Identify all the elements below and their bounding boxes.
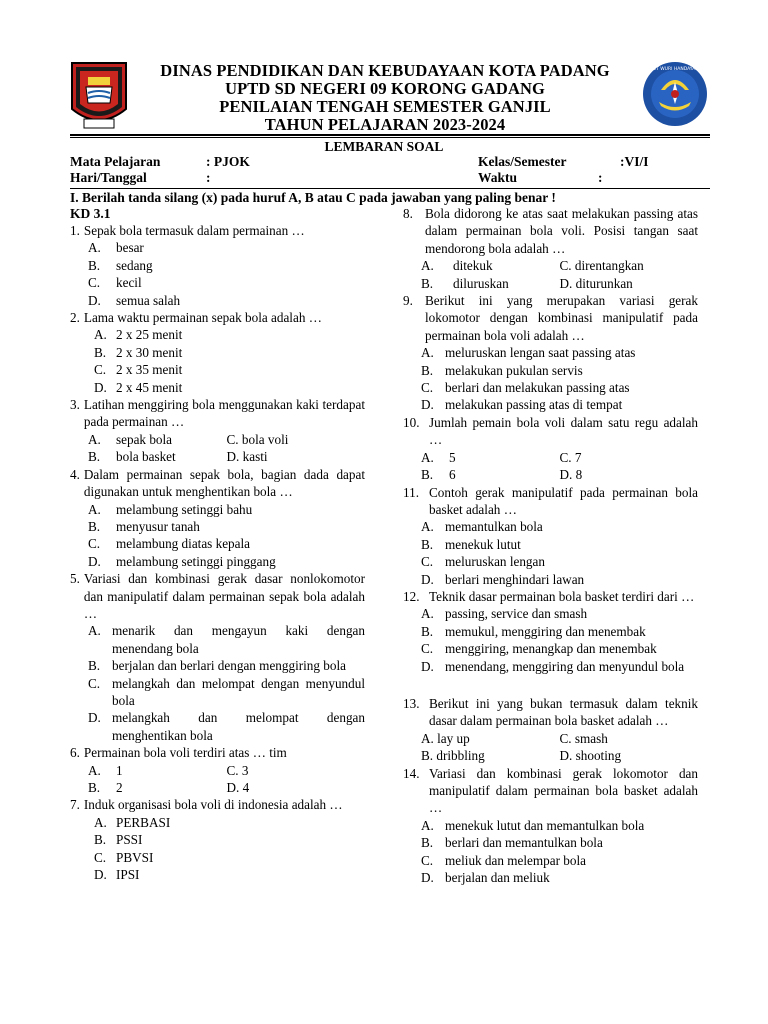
option: B. 2 x 30 menit — [94, 344, 183, 360]
option: B. bola basket — [88, 449, 176, 465]
instruction-rule — [70, 188, 710, 189]
option: D. kasti — [226, 449, 268, 465]
options-list — [88, 622, 365, 744]
option: B. memukul, menggiring dan menembak — [421, 623, 646, 639]
header-exam-name: PENILAIAN TENGAH SEMESTER GANJIL — [219, 97, 551, 116]
options-grid — [421, 449, 698, 484]
options-list — [94, 326, 365, 396]
option: C. melambung diatas kepala — [88, 536, 251, 552]
question-text: Variasi dan kombinasi gerak lokomotor dan manipulatif dalam permainan bola basket adalah … — [429, 765, 698, 816]
question-number: 10. — [403, 414, 420, 430]
spacer — [403, 675, 698, 695]
option: D. semua salah — [88, 292, 181, 308]
question-13 — [403, 695, 698, 730]
subject-value: : PJOK — [206, 154, 250, 169]
question-2 — [70, 309, 365, 326]
question-number: 13. — [403, 695, 420, 711]
header-rule-thick — [70, 134, 710, 136]
date-label: Hari/Tanggal — [70, 170, 147, 185]
question-number: 1. — [70, 223, 80, 238]
question-text: Variasi dan kombinasi gerak dasar nonlokomotor dan manipulatif dalam permainan sepak bola adalah … — [83, 571, 365, 621]
option: D. menendang, menggiring dan menyundul bola — [421, 658, 685, 674]
option: C. smash — [559, 730, 608, 746]
header-agency: DINAS PENDIDIKAN DAN KEBUDAYAAN KOTA PADANG — [160, 61, 610, 80]
option: B. PSSI — [94, 832, 143, 848]
option: B. dribbling — [421, 748, 485, 764]
option: C. meliuk dan melempar bola — [421, 852, 586, 868]
options-list — [421, 518, 698, 588]
question-number: 2. — [70, 310, 80, 326]
date-value: : — [206, 170, 211, 185]
question-number: 6. — [70, 745, 80, 761]
question-11 — [403, 484, 698, 519]
subject-label: Mata Pelajaran — [70, 154, 161, 169]
option: D. diturunkan — [559, 275, 633, 291]
time-label: Waktu — [478, 170, 518, 185]
options-list — [94, 814, 365, 884]
option: B. 6 — [421, 467, 456, 483]
options-list — [88, 239, 365, 309]
option: C. PBVSI — [94, 849, 154, 865]
options-grid — [88, 431, 365, 466]
time-value: : — [598, 170, 603, 185]
option: A. 5 — [421, 449, 456, 465]
option: C. direntangkan — [559, 258, 644, 274]
option: B. menyusur tanah — [88, 518, 200, 534]
question-4 — [70, 466, 365, 501]
option: B. berlari dan memantulkan bola — [421, 835, 603, 851]
question-3 — [70, 396, 365, 431]
question-text: Jumlah pemain bola voli dalam satu regu adalah … — [429, 414, 698, 448]
options-list — [421, 817, 698, 887]
option: A. PERBASI — [94, 814, 171, 830]
option: C. kecil — [88, 275, 142, 291]
option: C. 3 — [226, 762, 249, 778]
option: A. besar — [88, 240, 144, 256]
option: A. passing, service dan smash — [421, 606, 588, 622]
header-rule-thin — [70, 137, 710, 138]
question-text: Lama waktu permainan sepak bola adalah … — [83, 310, 322, 326]
option: C. berlari dan melakukan passing atas — [421, 380, 630, 396]
option: A. sepak bola — [88, 431, 173, 447]
option: C. bola voli — [226, 431, 289, 447]
option: D. 8 — [559, 467, 583, 483]
question-text: Dalam permainan sepak bola, bagian dada dapat digunakan untuk menghentikan bola … — [83, 466, 365, 500]
options-list — [421, 605, 698, 675]
question-text: Berikut ini yang bukan termasuk dalam teknik dasar dalam permainan bola basket adalah … — [429, 695, 698, 729]
option: A. melambung setinggi bahu — [88, 501, 253, 517]
option: D. berjalan dan meliuk — [421, 870, 550, 886]
question-text: Bola didorong ke atas saat melakukan passing atas dalam permainan bola voli. Posisi tangan saat mendorong bola adalah … — [425, 206, 698, 256]
padang-city-emblem-icon — [70, 61, 128, 131]
right-question-column — [403, 205, 698, 886]
option: B. sedang — [88, 257, 153, 273]
class-label: Kelas/Semester — [478, 154, 567, 169]
option: C. 7 — [559, 449, 582, 465]
header-block — [130, 62, 640, 134]
question-text: Induk organisasi bola voli di indonesia adalah … — [83, 797, 343, 813]
instruction-text: I. Berilah tanda silang (x) pada huruf A, B atau C pada jawaban yang paling benar ! — [70, 190, 556, 205]
options-grid — [421, 257, 698, 292]
question-12 — [403, 588, 698, 605]
question-text: Sepak bola termasuk dalam permainan … — [83, 223, 305, 238]
question-text: Contoh gerak manipulatif pada permainan bola basket adalah … — [429, 484, 698, 517]
options-grid — [421, 730, 698, 765]
option: B. melakukan pukulan servis — [421, 362, 583, 378]
question-number: 5. — [70, 571, 80, 587]
sheet-title: LEMBARAN SOAL — [324, 139, 444, 154]
question-text: Berikut ini yang merupakan variasi gerak lokomotor dengan kombinasi manipulatif pada permainan bola voli adalah … — [425, 293, 698, 343]
option: A. 1 — [88, 762, 123, 778]
question-number: 11. — [403, 484, 419, 500]
question-number: 4. — [70, 466, 80, 482]
options-grid — [88, 762, 365, 797]
question-text: Latihan menggiring bola menggunakan kaki terdapat pada permainan … — [83, 397, 365, 430]
option: D. berlari menghindari lawan — [421, 571, 585, 587]
option: D. shooting — [559, 748, 622, 764]
question-number: 8. — [403, 206, 413, 221]
option: B. menekuk lutut — [421, 536, 521, 552]
option: C. meluruskan lengan — [421, 554, 545, 570]
option: B. 2 — [88, 780, 123, 795]
option: A. menarik dan mengayun kaki dengan menendang bola — [88, 623, 365, 656]
question-8 — [403, 205, 698, 257]
option: D. 2 x 45 menit — [94, 379, 183, 395]
question-6 — [70, 744, 365, 761]
logo-motto-text: TUT WURI HANDAYANI — [650, 67, 700, 72]
tut-wuri-handayani-logo-icon — [639, 60, 711, 128]
option: B. diluruskan — [421, 275, 509, 291]
option: D. IPSI — [94, 867, 140, 883]
option: C. melangkah dan melompat dengan menyundul bola — [88, 675, 365, 708]
option: D. melambung setinggi pinggang — [88, 553, 276, 569]
option: D. melangkah dan melompat dengan menghentikan bola — [88, 710, 365, 743]
question-14 — [403, 765, 698, 817]
question-number: 3. — [70, 397, 80, 413]
options-list — [88, 501, 365, 571]
question-number: 7. — [70, 797, 80, 813]
header-school: UPTD SD NEGERI 09 KORONG GADANG — [225, 79, 545, 98]
option: A. ditekuk — [421, 258, 493, 274]
question-7 — [70, 796, 365, 813]
kd-label: KD 3.1 — [70, 206, 111, 221]
question-number: 9. — [403, 293, 413, 309]
option: A. meluruskan lengan saat passing atas — [421, 345, 636, 361]
option: A. menekuk lutut dan memantulkan bola — [421, 817, 645, 833]
question-text: Permainan bola voli terdiri atas … tim — [83, 745, 287, 761]
question-number: 12. — [403, 588, 420, 604]
option: D. 4 — [226, 780, 250, 795]
header-academic-year: TAHUN PELAJARAN 2023-2024 — [264, 115, 506, 134]
question-10 — [403, 414, 698, 449]
question-5 — [70, 570, 365, 622]
option: A. 2 x 25 menit — [94, 327, 183, 343]
options-list — [421, 344, 698, 414]
option: A. memantulkan bola — [421, 519, 543, 535]
question-number: 14. — [403, 765, 420, 781]
left-question-column — [70, 222, 365, 883]
question-text: Teknik dasar permainan bola basket terdiri dari … — [429, 588, 695, 604]
class-value: :VI/I — [620, 154, 649, 169]
option: C. 2 x 35 menit — [94, 362, 183, 378]
option: D. melakukan passing atas di tempat — [421, 397, 623, 413]
question-1 — [70, 222, 365, 239]
option: A. lay up — [421, 730, 470, 746]
option: C. menggiring, menangkap dan menembak — [421, 641, 657, 657]
option: B. berjalan dan berlari dengan menggiring bola — [88, 658, 346, 674]
question-9 — [403, 292, 698, 344]
